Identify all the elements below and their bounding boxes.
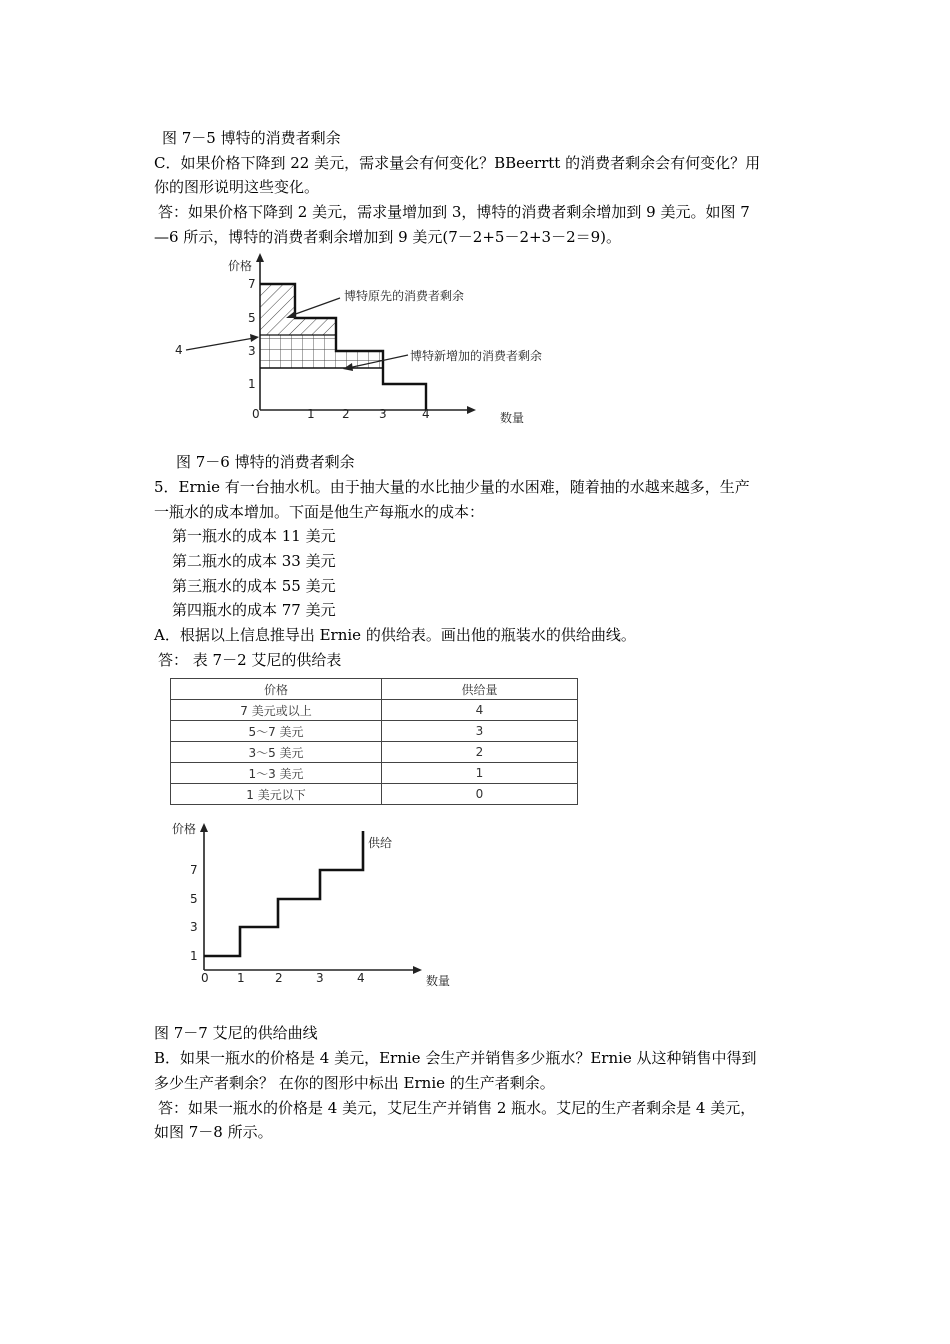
fig76-ytick: 7 [248,277,256,291]
fig77-xtick: 2 [275,971,283,985]
label-new-surplus: 博特新增加的消费者剩余 [410,349,543,363]
table-row [171,763,578,784]
answer-c-line-2: —6 所示，博特的消费者剩余增加到 9 美元(7－2+5－2+3－2＝9)。 [154,228,622,246]
price-pointer-label: 4 [175,343,183,357]
fig77-xtick: 4 [357,971,365,985]
cell-quantity: 0 [382,784,578,805]
table-row [171,721,578,742]
fig76-ytick: 3 [248,344,256,358]
cell-quantity: 2 [382,742,578,763]
cell-price: 3～5 美元 [171,742,382,763]
supply-curve [204,831,363,956]
cell-price: 5～7 美元 [171,721,382,742]
fig76-ytick: 1 [248,377,256,391]
fig76-xlabel: 数量 [500,411,525,425]
table-header-row [171,679,578,700]
fig77-xlabel: 数量 [426,974,451,988]
fig76-xtick: 4 [422,407,430,421]
supply-label: 供给 [368,836,393,850]
question-b-line-1: B．如果一瓶水的价格是 4 美元，Ernie 会生产并销售多少瓶水？Ernie 从这种销售中得到 [154,1049,757,1067]
fig77-ylabel: 价格 [172,822,197,836]
supply-table [170,678,578,805]
figure-7-7-chart [168,815,468,995]
caption-fig-7-6: 图 7－6 博特的消费者剩余 [176,453,355,471]
cost-line-2: 第二瓶水的成本 33 美元 [172,552,336,570]
answer-c-line-1: 答：如果价格下降到 2 美元，需求量增加到 3，博特的消费者剩余增加到 9 美元。如图 7 [158,203,750,221]
cell-price: 1～3 美元 [171,763,382,784]
fig77-xtick: 3 [316,971,324,985]
question-c-line-1: C．如果价格下降到 22 美元，需求量会有何变化？BBeerrtt 的消费者剩余会有何变化？用 [154,154,761,172]
answer-a-table-title: 答： 表 7－2 艾尼的供给表 [158,651,342,669]
cell-quantity: 1 [382,763,578,784]
fig76-xtick: 0 [252,407,260,421]
question-b-line-2: 多少生产者剩余？ 在你的图形中标出 Ernie 的生产者剩余。 [154,1074,555,1092]
fig76-xtick: 1 [307,407,315,421]
cost-line-4: 第四瓶水的成本 77 美元 [172,601,336,619]
question-c-line-2: 你的图形说明这些变化。 [154,178,320,196]
fig77-ytick: 1 [190,949,198,963]
fig76-xtick: 2 [342,407,350,421]
old-surplus-region [260,284,336,335]
label-old-surplus: 博特原先的消费者剩余 [344,289,465,303]
fig76-xtick: 3 [379,407,387,421]
table-row [171,742,578,763]
fig76-ytick: 5 [248,311,256,325]
figure-7-6-chart [170,250,550,435]
fig77-xtick: 1 [237,971,245,985]
answer-b-line-2: 如图 7－8 所示。 [154,1123,273,1141]
fig77-ytick: 3 [190,920,198,934]
question-5-line-1: 5．Ernie 有一台抽水机。由于抽大量的水比抽少量的水困难，随着抽的水越来越多，生产 [154,478,750,496]
fig77-xtick: 0 [201,971,209,985]
question-a: A．根据以上信息推导出 Ernie 的供给表。画出他的瓶装水的供给曲线。 [154,626,636,644]
fig77-ytick: 7 [190,863,198,877]
table-row [171,700,578,721]
question-5-line-2: 一瓶水的成本增加。下面是他生产每瓶水的成本： [154,503,485,521]
fig77-ytick: 5 [190,892,198,906]
caption-fig-7-7: 图 7－7 艾尼的供给曲线 [154,1024,318,1042]
cell-quantity: 4 [382,700,578,721]
cost-line-3: 第三瓶水的成本 55 美元 [172,577,336,595]
fig76-ylabel: 价格 [228,259,253,273]
table-row [171,784,578,805]
header-price: 价格 [171,679,382,700]
caption-fig-7-5: 图 7－5 博特的消费者剩余 [162,129,341,147]
header-quantity: 供给量 [382,679,578,700]
cell-quantity: 3 [382,721,578,742]
answer-b-line-1: 答：如果一瓶水的价格是 4 美元，艾尼生产并销售 2 瓶水。艾尼的生产者剩余是 4 美元， [158,1099,756,1117]
cell-price: 7 美元或以上 [171,700,382,721]
cell-price: 1 美元以下 [171,784,382,805]
cost-line-1: 第一瓶水的成本 11 美元 [172,527,336,545]
